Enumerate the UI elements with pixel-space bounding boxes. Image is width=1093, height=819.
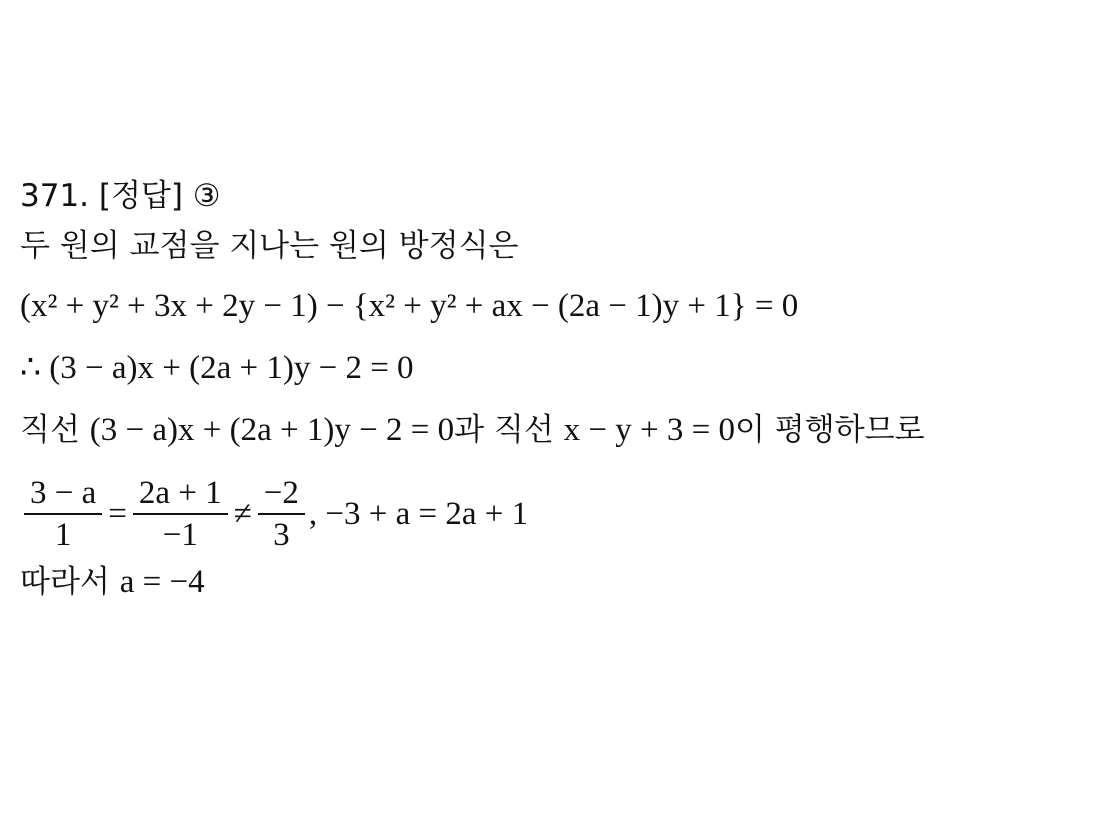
- fraction-2: [133, 473, 228, 555]
- common-chord-equation: ∴ (3 − a)x + (2a + 1)y − 2 = 0: [20, 350, 414, 386]
- parallel-line1: (3 − a)x + (2a + 1)y − 2 = 0: [89, 412, 455, 448]
- parallel-mid: 과 직선: [454, 412, 554, 448]
- fraction-3-numerator: −2: [263, 475, 299, 511]
- ratio-equation: [20, 466, 1077, 562]
- conclusion-prefix: 따라서: [20, 564, 110, 600]
- not-equal-sign: ≠: [233, 496, 252, 532]
- parallel-prefix: 직선: [20, 412, 80, 448]
- parallel-condition-line: [20, 410, 1077, 466]
- fraction-1-denominator: 1: [54, 517, 72, 553]
- intro-text: 두 원의 교점을 지나는 원의 방정식은: [20, 228, 519, 264]
- equals-sign: =: [108, 496, 127, 532]
- circle-family-equation: (x² + y² + 3x + 2y − 1) − {x² + y² + ax − (2a − 1)y + 1} = 0: [20, 288, 799, 324]
- fraction-3-denominator: 3: [273, 517, 290, 553]
- solution-content: [20, 176, 1077, 612]
- conclusion-value: a = −4: [119, 564, 205, 600]
- problem-title: 371. [정답] ③: [20, 178, 221, 214]
- fraction-1: [24, 473, 102, 555]
- parallel-line2: x − y + 3 = 0: [563, 412, 735, 448]
- conclusion-line: [20, 562, 1077, 612]
- fraction-1-numerator: 3 − a: [30, 475, 97, 511]
- parallel-suffix: 이 평행하므로: [734, 412, 925, 448]
- fraction-2-numerator: 2a + 1: [138, 475, 222, 511]
- fraction-3: [258, 473, 305, 555]
- fraction-2-denominator: −1: [162, 517, 198, 553]
- linear-equation: , −3 + a = 2a + 1: [308, 496, 529, 532]
